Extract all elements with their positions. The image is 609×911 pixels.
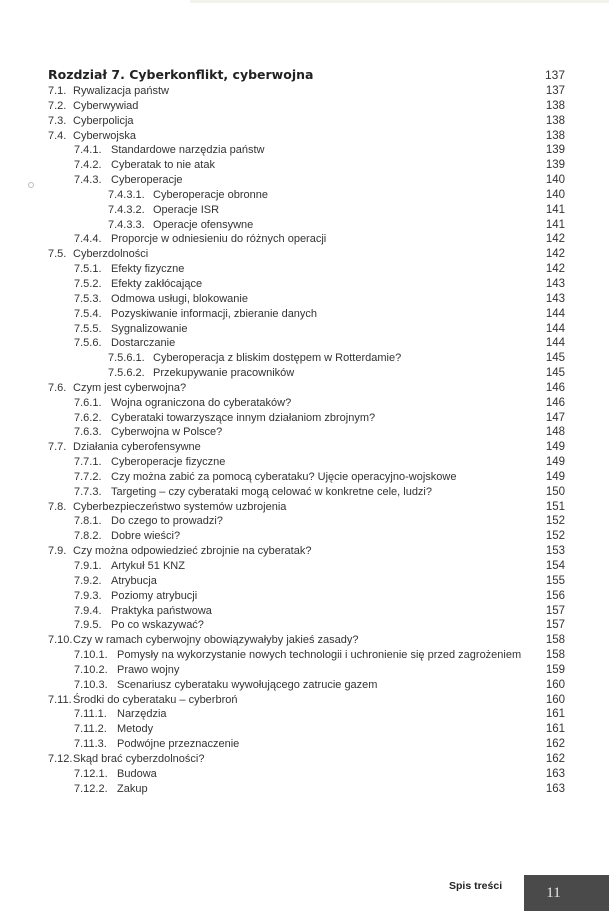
toc-entry-page: 144 xyxy=(545,307,565,320)
toc-entry-number: 7.4.3. xyxy=(74,174,102,187)
toc-entry-number: 7.9. xyxy=(48,545,67,558)
toc-entry-label xyxy=(48,277,202,292)
toc-entry-title: Po co wskazywać? xyxy=(111,619,204,632)
toc-entry[interactable] xyxy=(48,633,565,648)
toc-entry-number: 7.5.6. xyxy=(74,337,102,350)
toc-entry-label xyxy=(48,351,401,366)
toc-entry-number: 7.4.3.1. xyxy=(108,188,145,201)
toc-entry[interactable] xyxy=(48,99,565,114)
toc-entry[interactable] xyxy=(48,322,565,337)
toc-entry-number: 7.6.2. xyxy=(74,411,102,424)
toc-entry-number: 7.10.1. xyxy=(74,649,108,662)
toc-entry-title: Metody xyxy=(117,723,154,736)
toc-entry-page: 158 xyxy=(545,634,565,647)
toc-entry-page: 148 xyxy=(545,426,565,439)
toc-entry-title: Czy można odpowiedzieć zbrojnie na cyberatak? xyxy=(73,545,312,558)
toc-entry-page: 145 xyxy=(545,352,565,365)
toc-entry[interactable] xyxy=(48,529,565,544)
toc-entry-label xyxy=(48,292,248,307)
toc-entry-title: Rywalizacja państw xyxy=(73,85,169,97)
toc-entry-label xyxy=(48,618,204,633)
toc-entry[interactable] xyxy=(48,589,565,604)
toc-entry[interactable] xyxy=(48,767,565,782)
toc-entry-title: Dobre wieści? xyxy=(111,530,181,543)
toc-entry-title: Artykuł 51 KNZ xyxy=(111,560,185,572)
toc-entry-title: Standardowe narzędzia państw xyxy=(111,144,265,157)
toc-entry-title: Targeting – czy cyberataki mogą celować w konkretne cele, ludzi? xyxy=(111,485,432,498)
toc-entry-page: 153 xyxy=(545,545,565,558)
toc-entry-label xyxy=(48,381,186,396)
toc-entry[interactable] xyxy=(48,440,565,455)
toc-entry-page: 141 xyxy=(545,203,565,216)
toc-entry-label xyxy=(48,633,359,648)
toc-entry-number: 7.9.5. xyxy=(74,619,102,632)
toc-entry-title: Prawo wojny xyxy=(117,663,180,676)
toc-entry-title: Cyberwojna w Polsce? xyxy=(111,426,223,439)
toc-entry-number: 7.10.2. xyxy=(74,663,108,676)
toc-entry[interactable] xyxy=(48,292,565,307)
toc-entry-number: 7.11.3. xyxy=(74,738,107,751)
toc-entry-number: 7.9.3. xyxy=(74,589,102,602)
toc-entry[interactable] xyxy=(48,722,565,737)
toc-entry-title: Pomysły na wykorzystanie nowych technologii i uchronienie się przed zagrożeniem xyxy=(117,649,522,662)
toc-entry-label xyxy=(48,396,291,411)
toc-entry-number: 7.5.1. xyxy=(74,263,102,276)
toc-entry-page: 160 xyxy=(545,678,565,691)
toc-entry-number: 7.4.2. xyxy=(74,159,102,172)
toc-entry-page: 146 xyxy=(545,396,565,409)
toc-entry[interactable] xyxy=(48,574,565,589)
toc-entry-page: 139 xyxy=(545,144,565,157)
toc-entry-title: Atrybucja xyxy=(111,574,157,587)
toc-entry-page: 142 xyxy=(545,263,565,276)
toc-entry[interactable] xyxy=(48,351,565,366)
toc-entry-number: 7.11.2. xyxy=(74,723,107,736)
toc-entry-page: 149 xyxy=(545,456,565,469)
toc-entry-page: 157 xyxy=(545,619,565,632)
toc-entry[interactable] xyxy=(48,143,565,158)
toc-entry-title: Proporcje w odniesieniu do różnych operacji xyxy=(111,233,327,246)
toc-entry-label xyxy=(48,604,212,619)
toc-entry-title: Operacje ISR xyxy=(153,203,220,216)
toc-entry-label xyxy=(48,722,153,737)
toc-entry-label xyxy=(48,218,253,233)
toc-entry-label xyxy=(48,574,157,589)
toc-entry-title: Pozyskiwanie informacji, zbieranie danych xyxy=(111,307,318,320)
toc-entry-label xyxy=(48,767,157,782)
toc-entry-number: 7.8. xyxy=(48,500,67,513)
toc-entry-number: 7.7.2. xyxy=(74,470,102,483)
toc-entry-label xyxy=(48,143,264,158)
toc-entry-number: 7.11. xyxy=(48,693,72,706)
toc-entry[interactable] xyxy=(48,203,565,218)
toc-entry-title: Cyberoperacja z bliskim dostępem w Rotterdamie? xyxy=(153,352,402,365)
toc-entry[interactable] xyxy=(48,618,565,633)
toc-entry-page: 140 xyxy=(545,188,565,201)
toc-entry-number: 7.5.3. xyxy=(74,292,102,305)
toc-entry-title: Skąd brać cyberzdolności? xyxy=(73,752,205,765)
toc-entry[interactable] xyxy=(48,84,565,99)
toc-entry-page: 143 xyxy=(545,292,565,305)
toc-entry-page: 150 xyxy=(545,485,565,498)
toc-entry-number: 7.12. xyxy=(48,752,73,765)
chapter-title: Rozdział 7. Cyberkonflikt, cyberwojna xyxy=(48,67,314,82)
toc-entry-page: 141 xyxy=(545,218,565,231)
toc-entry-label xyxy=(48,514,223,529)
toc-entry-label xyxy=(48,470,456,485)
toc-entry[interactable] xyxy=(48,485,565,500)
toc-entry-number: 7.5.5. xyxy=(74,322,102,335)
toc-entry-title: Podwójne przeznaczenie xyxy=(117,738,240,751)
toc-entry-page: 144 xyxy=(545,322,565,335)
toc-entry-page: 161 xyxy=(545,708,565,721)
toc-entry-label xyxy=(48,173,183,188)
toc-entry-title: Operacje ofensywne xyxy=(153,218,254,231)
toc-entry-page: 156 xyxy=(545,589,565,602)
toc-entry-number: 7.10.3. xyxy=(74,678,108,691)
toc-entry-page: 151 xyxy=(545,500,565,513)
toc-entry-title: Cyberataki towarzyszące innym działaniom zbrojnym? xyxy=(111,411,376,424)
toc-entry-title: Zakup xyxy=(117,782,148,795)
toc-entry-number: 7.4.1. xyxy=(74,144,102,157)
toc-entry-title: Środki do cyberataku – cyberbroń xyxy=(73,693,238,706)
toc-entry-number: 7.4.4. xyxy=(74,233,102,246)
toc-entry-label xyxy=(48,455,225,470)
toc-entry-page: 139 xyxy=(545,159,565,172)
toc-entry-page: 162 xyxy=(545,752,565,765)
chapter-page: 137 xyxy=(544,68,565,82)
toc-entry[interactable] xyxy=(48,544,565,559)
toc-entry[interactable] xyxy=(48,396,565,411)
toc-entry-number: 7.8.2. xyxy=(74,530,102,543)
toc-entry-title: Cyberpolicja xyxy=(73,114,134,127)
toc-entry-number: 7.7. xyxy=(48,441,67,454)
toc-entry-label xyxy=(48,559,185,574)
toc-entry[interactable] xyxy=(48,425,565,440)
toc-entry-page: 149 xyxy=(545,441,565,454)
toc-entry[interactable] xyxy=(48,782,565,797)
toc-entry-page: 143 xyxy=(545,277,565,290)
toc-entry[interactable] xyxy=(48,470,565,485)
toc-entry-number: 7.6.3. xyxy=(74,426,102,439)
toc-entry-number: 7.5.2. xyxy=(74,277,102,290)
toc-entry-number: 7.11.1. xyxy=(74,708,107,721)
toc-entry-label xyxy=(48,485,432,500)
toc-entry-page: 155 xyxy=(545,574,565,587)
toc-entry-label xyxy=(48,737,239,752)
toc-entry[interactable] xyxy=(48,514,565,529)
toc-entry[interactable] xyxy=(48,336,565,351)
page-number: 11 xyxy=(546,884,561,901)
toc-entry-label xyxy=(48,752,204,767)
toc-entry[interactable] xyxy=(48,158,565,173)
toc-entry-label xyxy=(48,129,136,144)
toc-entry-label xyxy=(48,411,375,426)
toc-entry-page: 149 xyxy=(545,470,565,483)
toc-entry-page: 144 xyxy=(545,337,565,350)
toc-entry-page: 152 xyxy=(545,515,565,528)
toc-entry-title: Przekupywanie pracowników xyxy=(153,367,295,380)
toc-entry-number: 7.6. xyxy=(48,381,67,394)
toc-entry[interactable] xyxy=(48,129,565,144)
toc-entry-title: Dostarczanie xyxy=(111,337,176,350)
toc-entry[interactable] xyxy=(48,752,565,767)
toc-entry[interactable] xyxy=(48,114,565,129)
toc-entry-page: 152 xyxy=(545,530,565,543)
toc-entry-label xyxy=(48,500,286,515)
toc-entry-label xyxy=(48,322,187,337)
toc-entry[interactable] xyxy=(48,559,565,574)
toc-entry-page: 138 xyxy=(545,129,565,142)
chapter-heading[interactable] xyxy=(48,66,565,84)
paper-speck xyxy=(28,182,34,188)
toc-entry-page: 147 xyxy=(545,411,565,424)
toc-entry-title: Cyberoperacje xyxy=(111,174,183,187)
toc-entry-number: 7.7.1. xyxy=(74,456,102,469)
toc-entry-page: 140 xyxy=(545,174,565,187)
toc-entry-label xyxy=(48,114,134,129)
toc-entry-number: 7.7.3. xyxy=(74,485,102,498)
toc-entry[interactable] xyxy=(48,277,565,292)
toc-entry-page: 163 xyxy=(545,782,565,795)
toc-entry-label xyxy=(48,707,167,722)
toc-entry-page: 138 xyxy=(545,114,565,127)
toc-entry[interactable] xyxy=(48,262,565,277)
toc-entry[interactable] xyxy=(48,188,565,203)
toc-entry-label xyxy=(48,366,294,381)
toc-entry-page: 138 xyxy=(545,99,565,112)
toc-entry[interactable] xyxy=(48,455,565,470)
toc-entry-page: 158 xyxy=(545,649,565,662)
toc-entry-title: Narzędzia xyxy=(117,708,167,721)
toc-entry-number: 7.12.1. xyxy=(74,767,108,780)
toc-entry[interactable] xyxy=(48,737,565,752)
toc-entry-page: 137 xyxy=(545,85,565,97)
toc-entry[interactable] xyxy=(48,648,565,663)
toc-entry-label xyxy=(48,99,138,114)
toc-entry[interactable] xyxy=(48,500,565,515)
toc-entry[interactable] xyxy=(48,232,565,247)
toc-entry-title: Wojna ograniczona do cyberataków? xyxy=(111,396,292,409)
toc-entry-title: Efekty zakłócające xyxy=(111,277,203,290)
toc-entry-label xyxy=(48,529,180,544)
toc-entry-number: 7.9.1. xyxy=(74,560,102,572)
toc-entry[interactable] xyxy=(48,381,565,396)
toc-entry-label xyxy=(48,336,175,351)
toc-entry-title: Czy w ramach cyberwojny obowiązywałyby jakieś zasady? xyxy=(73,634,359,647)
toc-entry-page: 146 xyxy=(545,381,565,394)
toc-entry-label xyxy=(48,307,317,322)
toc-entry-title: Odmowa usługi, blokowanie xyxy=(111,292,248,305)
toc-entry-label xyxy=(48,232,326,247)
footer-section-label: Spis treści xyxy=(449,880,503,892)
toc-entry-number: 7.1. xyxy=(48,85,67,97)
toc-entry-label xyxy=(48,589,197,604)
toc-entry-label xyxy=(48,440,201,455)
page-number-box xyxy=(524,875,609,911)
toc-entry-title: Cyberoperacje obronne xyxy=(153,188,268,201)
toc-entry-label xyxy=(48,84,169,99)
toc-entry[interactable] xyxy=(48,218,565,233)
toc-entry-title: Cyberzdolności xyxy=(73,248,149,261)
toc-entry-page: 154 xyxy=(545,560,565,572)
toc-entry-page: 142 xyxy=(545,233,565,246)
toc-entry-page: 157 xyxy=(545,604,565,617)
toc-entry[interactable] xyxy=(48,663,565,678)
toc-entry-label xyxy=(48,693,237,708)
toc-entry-title: Praktyka państwowa xyxy=(111,604,212,617)
toc-entry-title: Działania cyberofensywne xyxy=(73,441,201,454)
toc-entry-label xyxy=(48,188,268,203)
toc-entry-label xyxy=(48,203,219,218)
toc-entries xyxy=(48,84,565,797)
toc-entry-number: 7.4.3.2. xyxy=(108,203,145,216)
toc-entry-title: Cyberbezpieczeństwo systemów uzbrojenia xyxy=(73,500,287,513)
toc-entry-label xyxy=(48,247,148,262)
toc-entry-number: 7.4. xyxy=(48,129,67,142)
toc-entry[interactable] xyxy=(48,707,565,722)
page-top-edge xyxy=(190,0,609,3)
toc-entry-title: Cyberatak to nie atak xyxy=(111,159,215,172)
toc-entry-number: 7.2. xyxy=(48,99,67,112)
toc-entry[interactable] xyxy=(48,678,565,693)
toc-entry-title: Scenariusz cyberataku wywołującego zatrucie gazem xyxy=(117,678,378,691)
toc-entry-label xyxy=(48,663,179,678)
toc-entry-page: 163 xyxy=(545,767,565,780)
toc-entry-label xyxy=(48,782,148,797)
toc-entry-number: 7.9.4. xyxy=(74,604,102,617)
toc-entry-number: 7.5.6.1. xyxy=(108,352,145,365)
toc-entry-page: 162 xyxy=(545,738,565,751)
toc-entry-title: Czym jest cyberwojna? xyxy=(73,381,187,394)
toc-entry-title: Budowa xyxy=(117,767,157,780)
toc-entry-number: 7.5. xyxy=(48,248,67,261)
toc-entry-label xyxy=(48,648,521,663)
toc-entry-title: Cyberwojska xyxy=(73,129,136,142)
toc-entry-number: 7.3. xyxy=(48,114,67,127)
toc-entry[interactable] xyxy=(48,247,565,262)
table-of-contents xyxy=(48,66,565,797)
toc-entry-page: 160 xyxy=(545,693,565,706)
toc-entry[interactable] xyxy=(48,411,565,426)
toc-entry-page: 161 xyxy=(545,723,565,736)
toc-entry-title: Do czego to prowadzi? xyxy=(111,515,223,528)
toc-entry-label xyxy=(48,158,215,173)
toc-entry-number: 7.10. xyxy=(48,634,73,647)
toc-entry-title: Czy można zabić za pomocą cyberataku? Ujęcie operacyjno-wojskowe xyxy=(111,470,457,483)
toc-entry-label xyxy=(48,678,377,693)
toc-entry-title: Cyberwywiad xyxy=(73,99,139,112)
toc-entry-label xyxy=(48,544,311,559)
toc-entry-page: 159 xyxy=(545,663,565,676)
toc-entry-number: 7.5.4. xyxy=(74,307,102,320)
toc-entry-page: 145 xyxy=(545,367,565,380)
toc-entry[interactable] xyxy=(48,693,565,708)
toc-entry[interactable] xyxy=(48,366,565,381)
toc-entry-title: Efekty fizyczne xyxy=(111,263,185,276)
toc-entry-number: 7.12.2. xyxy=(74,782,108,795)
toc-entry[interactable] xyxy=(48,173,565,188)
toc-entry-page: 142 xyxy=(545,248,565,261)
toc-entry-number: 7.5.6.2. xyxy=(108,367,145,380)
toc-entry-number: 7.9.2. xyxy=(74,574,102,587)
toc-entry-number: 7.6.1. xyxy=(74,396,102,409)
toc-entry-label xyxy=(48,262,184,277)
toc-entry-number: 7.8.1. xyxy=(74,515,102,528)
toc-entry-label xyxy=(48,425,222,440)
toc-entry-title: Cyberoperacje fizyczne xyxy=(111,456,226,469)
toc-entry[interactable] xyxy=(48,604,565,619)
toc-entry-number: 7.4.3.3. xyxy=(108,218,145,231)
toc-entry[interactable] xyxy=(48,307,565,322)
toc-entry-title: Sygnalizowanie xyxy=(111,322,188,335)
toc-entry-title: Poziomy atrybucji xyxy=(111,589,198,602)
